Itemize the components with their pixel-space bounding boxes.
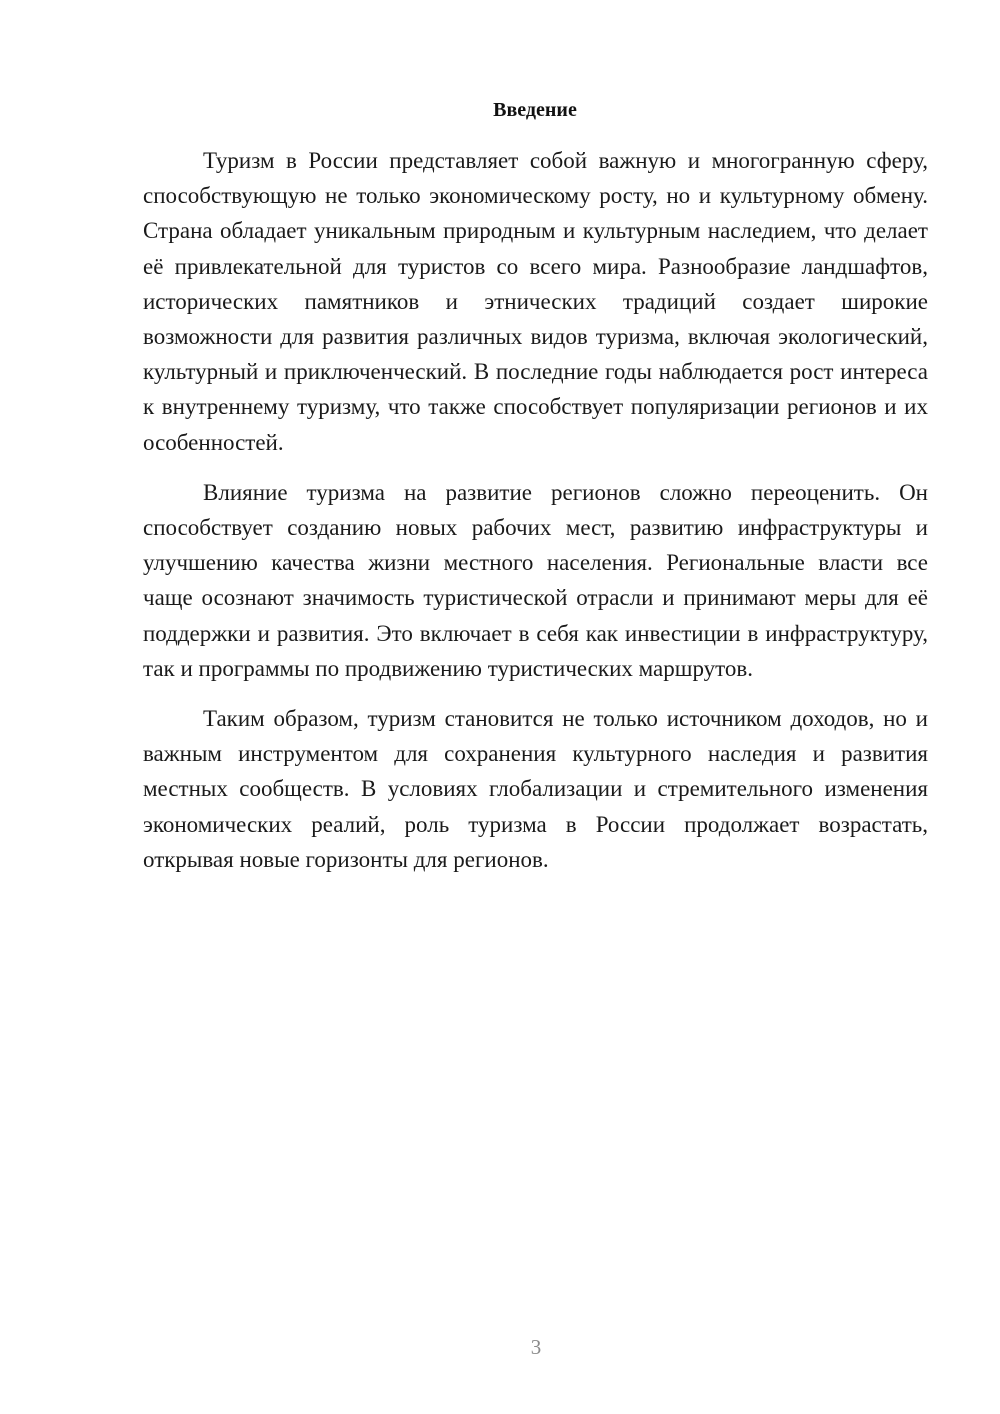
page-number: 3 bbox=[530, 1335, 542, 1359]
paragraph-3: Таким образом, туризм становится не только источником доходов, но и важным инструментом для сохранения культурного наследия и развития местных сообществ. В условиях глобализации и стремительного изменения экономических реалий, роль туризма в России продолжает возрастать, открывая новые горизонты для регионов. bbox=[143, 706, 928, 872]
body-text bbox=[143, 143, 928, 877]
paragraph-1: Туризм в России представляет собой важную и многогранную сферу, способствующую не только экономическому росту, но и культурному обмену. Страна обладает уникальным природным и культурным наследием, что делает её привлекательной для туристов со всего мира. Разнообразие ландшафтов, исторических памятников и этнических традиций создает широкие возможности для развития различных видов туризма, включая экологический, культурный и приключенческий. В последние годы наблюдается рост интереса к внутреннему туризму, что также способствует популяризации регионов и их особенностей. bbox=[143, 148, 928, 455]
paragraph-2: Влияние туризма на развитие регионов сложно переоценить. Он способствует созданию новых рабочих мест, развитию инфраструктуры и улучшению качества жизни местного населения. Региональные власти все чаще осознают значимость туристической отрасли и принимают меры для её поддержки и развития. Это включает в себя как инвестиции в инфраструктуру, так и программы по продвижению туристических маршрутов. bbox=[143, 479, 928, 681]
section-heading: Введение bbox=[493, 99, 577, 121]
